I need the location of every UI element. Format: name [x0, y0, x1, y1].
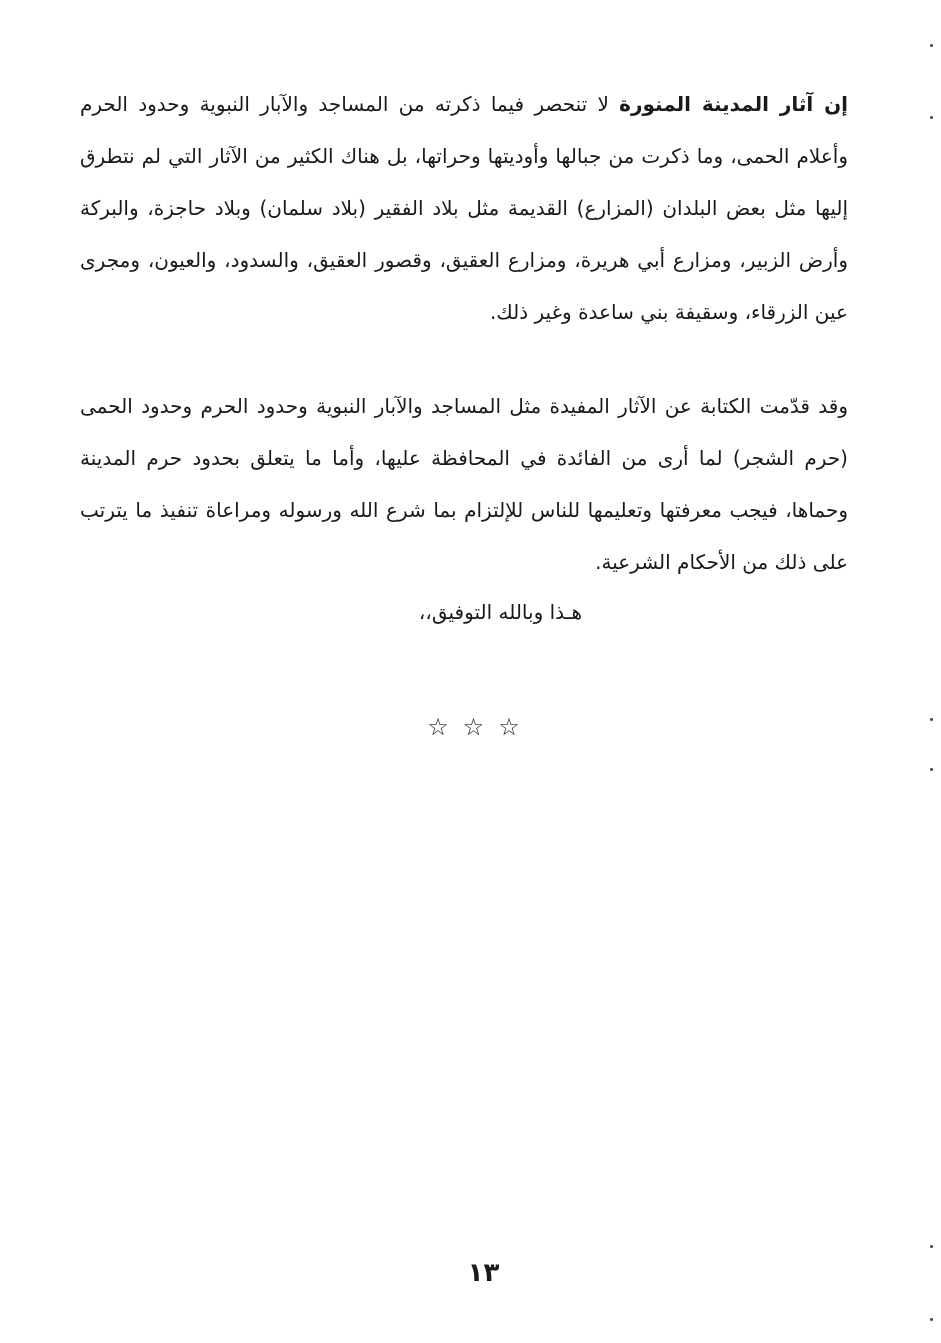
scan-speck	[930, 718, 933, 721]
scan-speck	[930, 116, 933, 119]
section-divider-stars: ☆☆☆	[427, 713, 534, 741]
scan-speck	[930, 1245, 933, 1248]
paragraph-1-lead: إن آثار المدينة المنورة	[619, 92, 848, 116]
paragraph-2-text: وقد قدّمت الكتابة عن الآثار المفيدة مثل المساجد والآبار النبوية وحدود الحرم وحدود الحمى (حرم الشجر) لما أرى من الفائدة في المحافظة عليها، وأما ما يتعلق بحدود حرم المدينة وحماها، فيجب معرفتها وتعليمها للناس للإلتزام بما شرع الله ورسوله ومراعاة تنفيذ ما يترتب على ذلك من الأحكام الشرعية.	[80, 394, 848, 574]
page-number: ١٣	[467, 1258, 500, 1288]
scan-speck	[930, 768, 933, 771]
paragraph-1-body	[80, 78, 848, 338]
scan-speck	[930, 1318, 933, 1321]
closing-line: هـذا وبالله التوفيق،،	[418, 600, 583, 624]
scan-speck	[930, 44, 933, 47]
paragraph-1-text: لا تنحصر فيما ذكرته من المساجد والآبار النبوية وحدود الحرم وأعلام الحمى، وما ذكرت من جبالها وأوديتها وحراتها، بل هناك الكثير من الآثار التي لم نتطرق إليها مثل بعض البلدان (المزارع) القديمة مثل بلاد الفقير (بلاد سلمان) وبلاد حاجزة، والبركة وأرض الزبير، ومزارع أبي هريرة، ومزارع العقيق، وقصور العقيق، والسدود، والعيون، ومجرى عين الزرقاء، وسقيفة بني ساعدة وغير ذلك.	[80, 92, 848, 324]
paragraph-1	[80, 78, 848, 338]
paragraph-2	[80, 380, 848, 588]
